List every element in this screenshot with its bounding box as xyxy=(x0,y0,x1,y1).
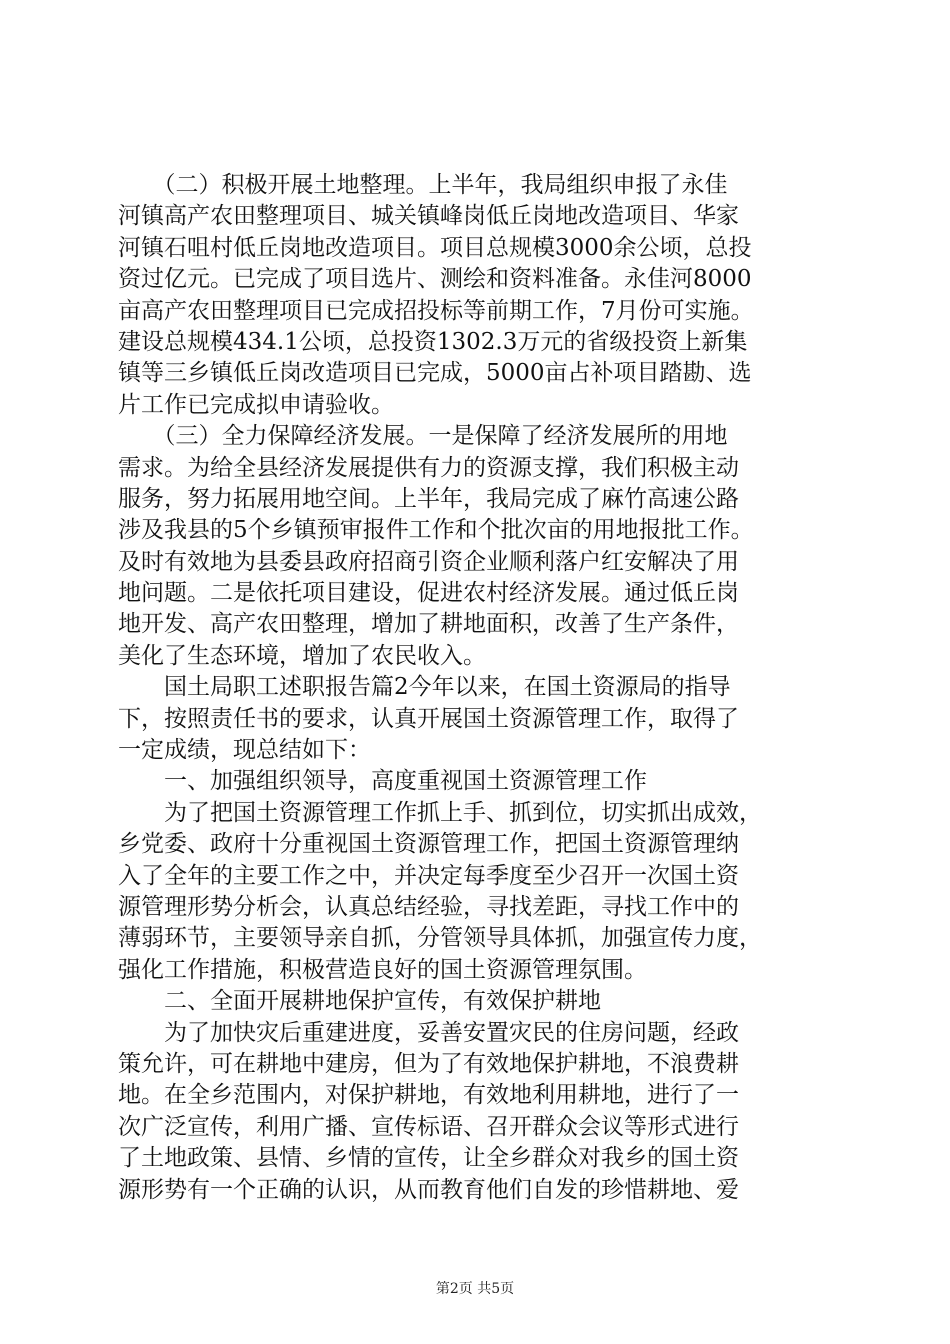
text-line: （三）全力保障经济发展。一是保障了经济发展所的用地 xyxy=(118,423,728,450)
text-line: 二、全面开展耕地保护宣传，有效保护耕地 xyxy=(118,988,601,1015)
text-line: 强化工作措施，积极营造良好的国土资源管理氛围。 xyxy=(118,956,647,983)
text-line: 建设总规模434.1公顷，总投资1302.3万元的省级投资上新集 xyxy=(118,328,748,355)
text-line: 一定成绩，现总结如下： xyxy=(118,737,371,764)
text-line: 次广泛宣传，利用广播、宣传标语、召开群众会议等形式进行 xyxy=(118,1113,739,1140)
text-line: 亩高产农田整理项目已完成招投标等前期工作，7月份可实施。 xyxy=(118,297,754,324)
text-line: 美化了生态环境，增加了农民收入。 xyxy=(118,642,486,669)
text-line: 一、加强组织领导，高度重视国土资源管理工作 xyxy=(118,768,647,795)
text-line: 片工作已完成拟申请验收。 xyxy=(118,391,394,418)
text-line: 河镇石咀村低丘岗地改造项目。项目总规模3000余公顷，总投 xyxy=(118,234,752,261)
text-line: 源形势有一个正确的认识，从而教育他们自发的珍惜耕地、爱 xyxy=(118,1176,739,1203)
text-line: 乡党委、政府十分重视国土资源管理工作，把国土资源管理纳 xyxy=(118,831,739,858)
text-line: （二）积极开展土地整理。上半年，我局组织申报了永佳 xyxy=(118,172,728,198)
text-line: 涉及我县的5个乡镇预审报件工作和个批次亩的用地报批工作。 xyxy=(118,517,754,544)
text-line: 为了加快灾后重建进度，妥善安置灾民的住房问题，经政 xyxy=(118,1019,739,1046)
text-line: 地开发、高产农田整理，增加了耕地面积，改善了生产条件， xyxy=(118,611,739,638)
text-line: 源管理形势分析会，认真总结经验，寻找差距，寻找工作中的 xyxy=(118,893,739,920)
text-line: 为了把国土资源管理工作抓上手、抓到位，切实抓出成效， xyxy=(118,799,762,826)
text-line: 河镇高产农田整理项目、城关镇峰岗低丘岗地改造项目、华家 xyxy=(118,203,739,230)
text-line: 策允许，可在耕地中建房，但为了有效地保护耕地，不浪费耕 xyxy=(118,1050,739,1077)
text-line: 国土局职工述职报告篇2今年以来，在国土资源局的指导 xyxy=(118,674,731,701)
text-line: 镇等三乡镇低丘岗改造项目已完成，5000亩占补项目踏勘、选 xyxy=(118,360,752,387)
text-line: 服务，努力拓展用地空间。上半年，我局完成了麻竹高速公路 xyxy=(118,485,739,512)
text-line: 入了全年的主要工作之中，并决定每季度至少召开一次国土资 xyxy=(118,862,739,889)
text-line: 下，按照责任书的要求，认真开展国土资源管理工作，取得了 xyxy=(118,705,739,732)
text-line: 及时有效地为县委县政府招商引资企业顺利落户红安解决了用 xyxy=(118,548,739,575)
text-line: 地问题。二是依托项目建设，促进农村经济发展。通过低丘岗 xyxy=(118,580,739,607)
text-line: 地。在全乡范围内，对保护耕地，有效地利用耕地，进行了一 xyxy=(118,1082,739,1109)
text-line: 资过亿元。已完成了项目选片、测绘和资料准备。永佳河8000 xyxy=(118,266,752,293)
page-footer: 第2页 共5页 xyxy=(435,1281,515,1297)
text-line: 了土地政策、县情、乡情的宣传，让全乡群众对我乡的国土资 xyxy=(118,1145,739,1172)
document-body xyxy=(118,170,838,1206)
text-line: 需求。为给全县经济发展提供有力的资源支撑，我们积极主动 xyxy=(118,454,739,481)
text-line: 薄弱环节，主要领导亲自抓，分管领导具体抓，加强宣传力度， xyxy=(118,925,762,952)
